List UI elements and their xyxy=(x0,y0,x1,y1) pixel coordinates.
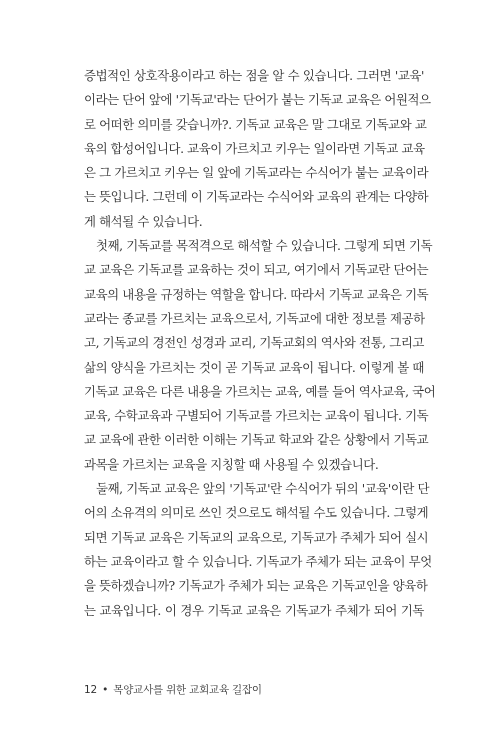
text-line: 는 교육입니다. 이 경우 기독교 교육은 기독교가 주체가 되어 기독 xyxy=(84,602,424,618)
text-line: 되면 기독교 교육은 기독교의 교육으로, 기독교가 주체가 되어 실시 xyxy=(84,529,429,545)
text-line: 는 뜻입니다. 그런데 이 기독교라는 수식어와 교육의 관계는 다양하 xyxy=(84,189,429,205)
text-line: 교 교육에 관한 이러한 이해는 기독교 학교와 같은 상황에서 기독교 xyxy=(84,432,429,448)
body-text xyxy=(84,64,436,623)
text-line: 하는 교육이라고 할 수 있습니다. 기독교가 주체가 되는 교육이 무엇 xyxy=(84,553,432,569)
text-line: 교라는 종교를 가르치는 교육으로서, 기독교에 대한 정보를 제공하 xyxy=(84,310,425,326)
text-line: 을 뜻하겠습니까? 기독교가 주체가 되는 교육은 기독교인을 양육하 xyxy=(84,578,428,594)
text-line: 은 그 가르치고 키우는 일 앞에 기독교라는 수식어가 붙는 교육이라 xyxy=(84,165,429,181)
text-line: 육의 합성어입니다. 교육이 가르치고 키우는 일이라면 기독교 교육 xyxy=(84,140,425,156)
text-line: 어의 소유격의 의미로 쓰인 것으로도 해석될 수도 있습니다. 그렇게 xyxy=(84,505,429,521)
text-line: 첫째, 기독교를 목적격으로 해석할 수 있습니다. 그렇게 되면 기독 xyxy=(96,238,433,254)
text-line: 교 교육은 기독교를 교육하는 것이 되고, 여기에서 기독교란 단어는 xyxy=(84,262,429,278)
text-line: 과목을 가르치는 교육을 지칭할 때 사용될 수 있겠습니다. xyxy=(84,456,379,472)
text-line: 증법적인 상호작용이라고 하는 점을 알 수 있습니다. 그러면 '교육' xyxy=(84,68,424,83)
text-line: 게 해석될 수 있습니다. xyxy=(84,213,203,229)
text-line: 이라는 단어 앞에 '기독교'라는 단어가 붙는 기독교 교육은 어원적으 xyxy=(84,92,431,108)
bullet-separator: • xyxy=(102,684,109,696)
text-line: 둘째, 기독교 교육은 앞의 '기독교'란 수식어가 뒤의 '교육'이란 단 xyxy=(96,481,430,497)
text-line: 교육의 내용을 규정하는 역할을 합니다. 따라서 기독교 교육은 기독 xyxy=(84,286,429,302)
text-line: 교육, 수학교육과 구별되어 기독교를 가르치는 교육이 됩니다. 기독 xyxy=(84,408,429,424)
page-number: 12 xyxy=(84,684,97,696)
page-footer xyxy=(84,682,262,697)
book-title: 목양교사를 위한 교회교육 길잡이 xyxy=(113,684,262,696)
text-line: 삶의 양식을 가르치는 것이 곧 기독교 교육이 됩니다. 이렇게 볼 때 xyxy=(84,359,424,375)
text-line: 로 어떠한 의미를 갖습니까?. 기독교 교육은 말 그대로 기독교와 교 xyxy=(84,116,427,132)
text-line: 고, 기독교의 경전인 성경과 교리, 기독교회의 역사와 전통, 그리고 xyxy=(84,335,424,351)
text-line: 기독교 교육은 다른 내용을 가르치는 교육, 예를 들어 역사교육, 국어 xyxy=(84,383,436,399)
